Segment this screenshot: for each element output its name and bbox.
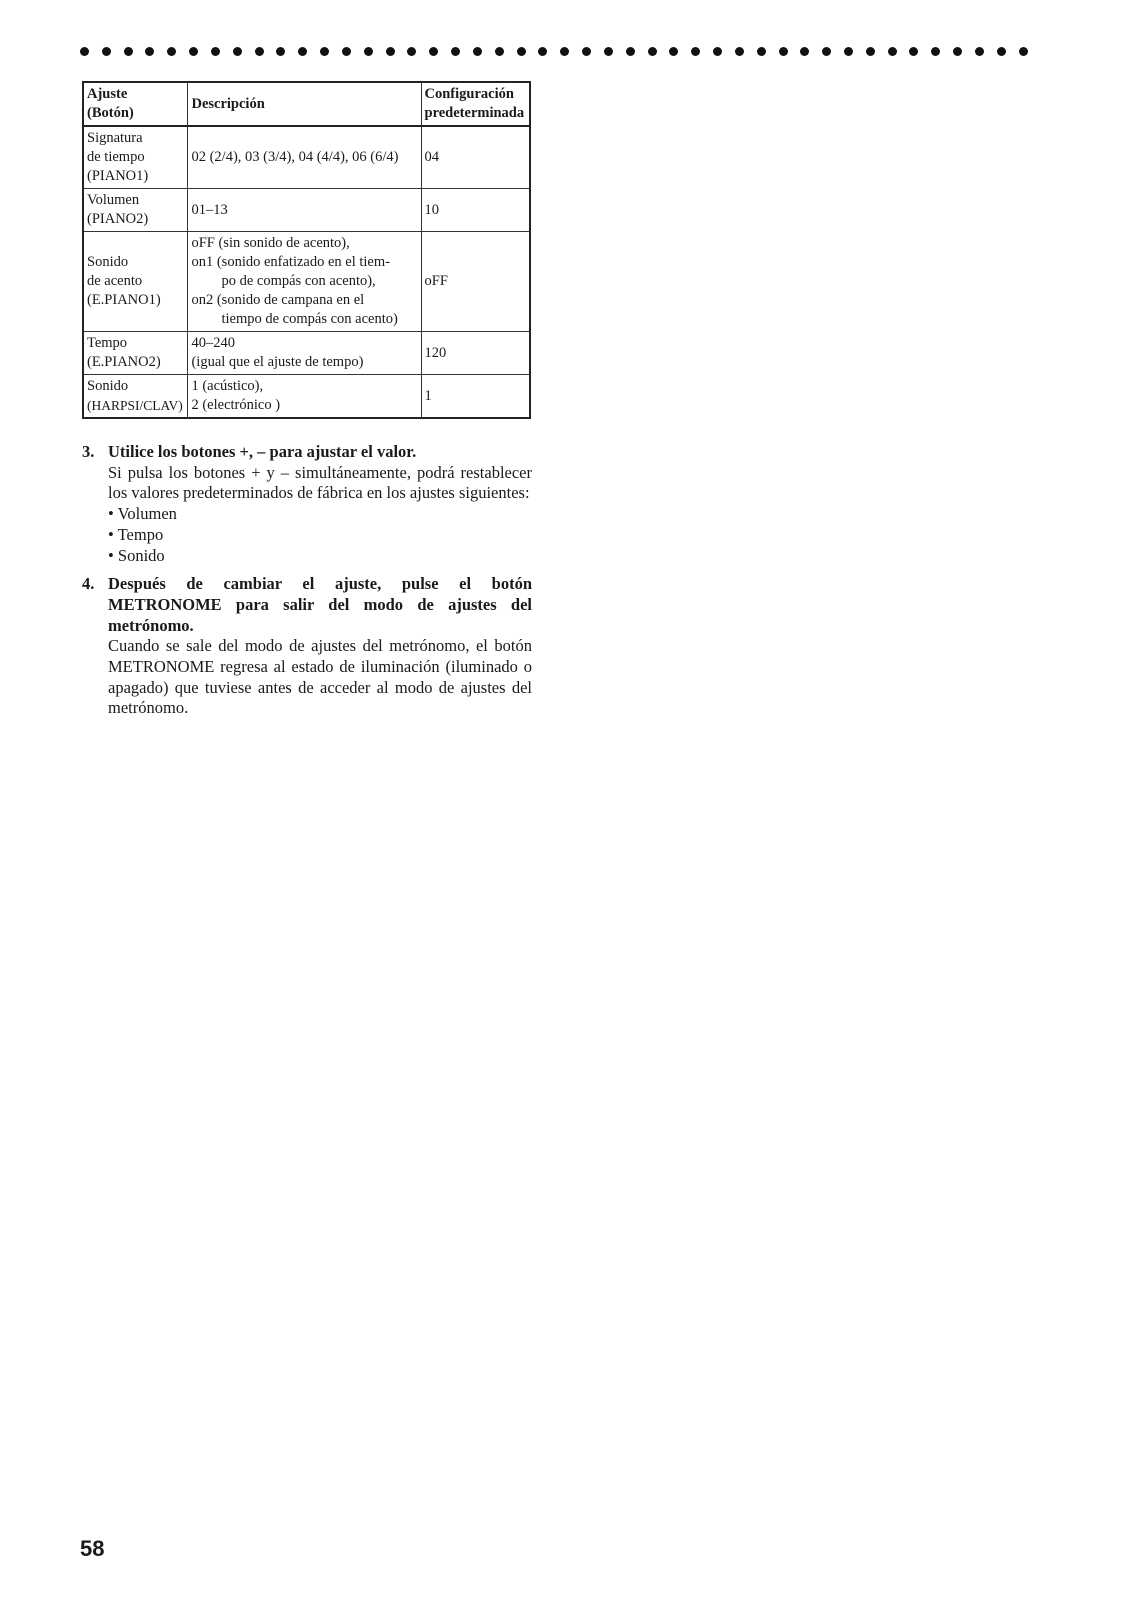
header-dot xyxy=(953,47,962,56)
header-dot xyxy=(211,47,220,56)
header-dot xyxy=(822,47,831,56)
header-dot xyxy=(604,47,613,56)
row-default: 10 xyxy=(421,189,530,232)
header-dot xyxy=(517,47,526,56)
header-dot xyxy=(276,47,285,56)
header-dot xyxy=(931,47,940,56)
row-setting: Signatura de tiempo (PIANO1) xyxy=(83,126,188,189)
header-dot xyxy=(80,47,89,56)
list-item: • Sonido xyxy=(108,546,532,567)
header-dot xyxy=(298,47,307,56)
step-body: Cuando se sale del modo de ajustes del metrónomo, el botón METRONOME regresa al estado de iluminación (iluminado o apagado) que tuviese antes de acceder al modo de ajustes del metrónomo. xyxy=(108,636,532,718)
row-setting: Sonido de acento (E.PIANO1) xyxy=(83,232,188,332)
step-3 xyxy=(82,442,532,566)
header-dot xyxy=(800,47,809,56)
table-row xyxy=(83,232,530,332)
row-default: 120 xyxy=(421,332,530,375)
header-dot xyxy=(582,47,591,56)
step-number: 4. xyxy=(82,574,95,594)
dotted-header-rule xyxy=(80,44,1028,58)
header-dot xyxy=(713,47,722,56)
table-row xyxy=(83,126,530,189)
row-description: 01–13 xyxy=(188,189,421,232)
header-dot xyxy=(844,47,853,56)
header-dot xyxy=(364,47,373,56)
description-line: po de compás con acento), xyxy=(221,273,376,289)
list-item: • Volumen xyxy=(108,504,532,525)
header-dot xyxy=(124,47,133,56)
description-line: on1 (sonido enfatizado en el tiem- xyxy=(191,254,390,270)
header-dot xyxy=(429,47,438,56)
header-dot xyxy=(1019,47,1028,56)
instruction-steps xyxy=(82,442,532,727)
header-dot xyxy=(473,47,482,56)
header-default: Configuración predeterminada xyxy=(421,82,530,126)
header-dot xyxy=(779,47,788,56)
step-body: Si pulsa los botones + y – simultáneamente, podrá restablecer los valores predeterminados de fábrica en los ajustes siguientes: xyxy=(108,462,532,503)
row-description xyxy=(188,232,421,332)
step-4 xyxy=(82,574,532,719)
header-dot xyxy=(888,47,897,56)
header-dot xyxy=(167,47,176,56)
header-dot xyxy=(342,47,351,56)
header-dot xyxy=(757,47,766,56)
header-dot xyxy=(233,47,242,56)
setting-label: Sonido xyxy=(87,378,129,394)
header-dot xyxy=(691,47,700,56)
bullet-list xyxy=(108,504,532,566)
header-description: Descripción xyxy=(188,82,421,126)
header-dot xyxy=(407,47,416,56)
header-setting: Ajuste (Botón) xyxy=(83,82,188,126)
description-line: oFF (sin sonido de acento), xyxy=(191,235,350,251)
table-row xyxy=(83,332,530,375)
step-number: 3. xyxy=(82,442,95,461)
setting-sub-label: (HARPSI/CLAV) xyxy=(87,398,183,413)
row-setting: Tempo (E.PIANO2) xyxy=(83,332,188,375)
header-dot xyxy=(451,47,460,56)
header-dot xyxy=(560,47,569,56)
table-row xyxy=(83,375,530,419)
metronome-settings-table xyxy=(82,81,531,419)
header-dot xyxy=(909,47,918,56)
description-line: on2 (sonido de campana en el xyxy=(191,292,365,308)
header-dot xyxy=(386,47,395,56)
row-setting xyxy=(83,375,188,419)
header-dot xyxy=(735,47,744,56)
description-line: tiempo de compás con acento) xyxy=(221,311,398,327)
header-dot xyxy=(495,47,504,56)
header-dot xyxy=(648,47,657,56)
header-dot xyxy=(320,47,329,56)
header-dot xyxy=(102,47,111,56)
list-item: • Tempo xyxy=(108,525,532,546)
header-dot xyxy=(538,47,547,56)
header-dot xyxy=(255,47,264,56)
table-row xyxy=(83,189,530,232)
row-default: oFF xyxy=(421,232,530,332)
table-header-row xyxy=(83,82,530,126)
header-dot xyxy=(975,47,984,56)
page-number: 58 xyxy=(80,1536,105,1561)
row-setting: Volumen (PIANO2) xyxy=(83,189,188,232)
header-dot xyxy=(997,47,1006,56)
header-dot xyxy=(866,47,875,56)
step-title: Utilice los botones +, – para ajustar el valor. xyxy=(108,442,417,461)
header-dot xyxy=(145,47,154,56)
row-default: 1 xyxy=(421,375,530,419)
header-dot xyxy=(626,47,635,56)
header-dot xyxy=(189,47,198,56)
row-description: 1 (acústico), 2 (electrónico ) xyxy=(188,375,421,419)
step-title: Después de cambiar el ajuste, pulse el botón METRONOME para salir del modo de ajustes del metrónomo. xyxy=(108,574,532,635)
header-dot xyxy=(669,47,678,56)
row-default: 04 xyxy=(421,126,530,189)
row-description: 40–240 (igual que el ajuste de tempo) xyxy=(188,332,421,375)
row-description: 02 (2/4), 03 (3/4), 04 (4/4), 06 (6/4) xyxy=(188,126,421,189)
